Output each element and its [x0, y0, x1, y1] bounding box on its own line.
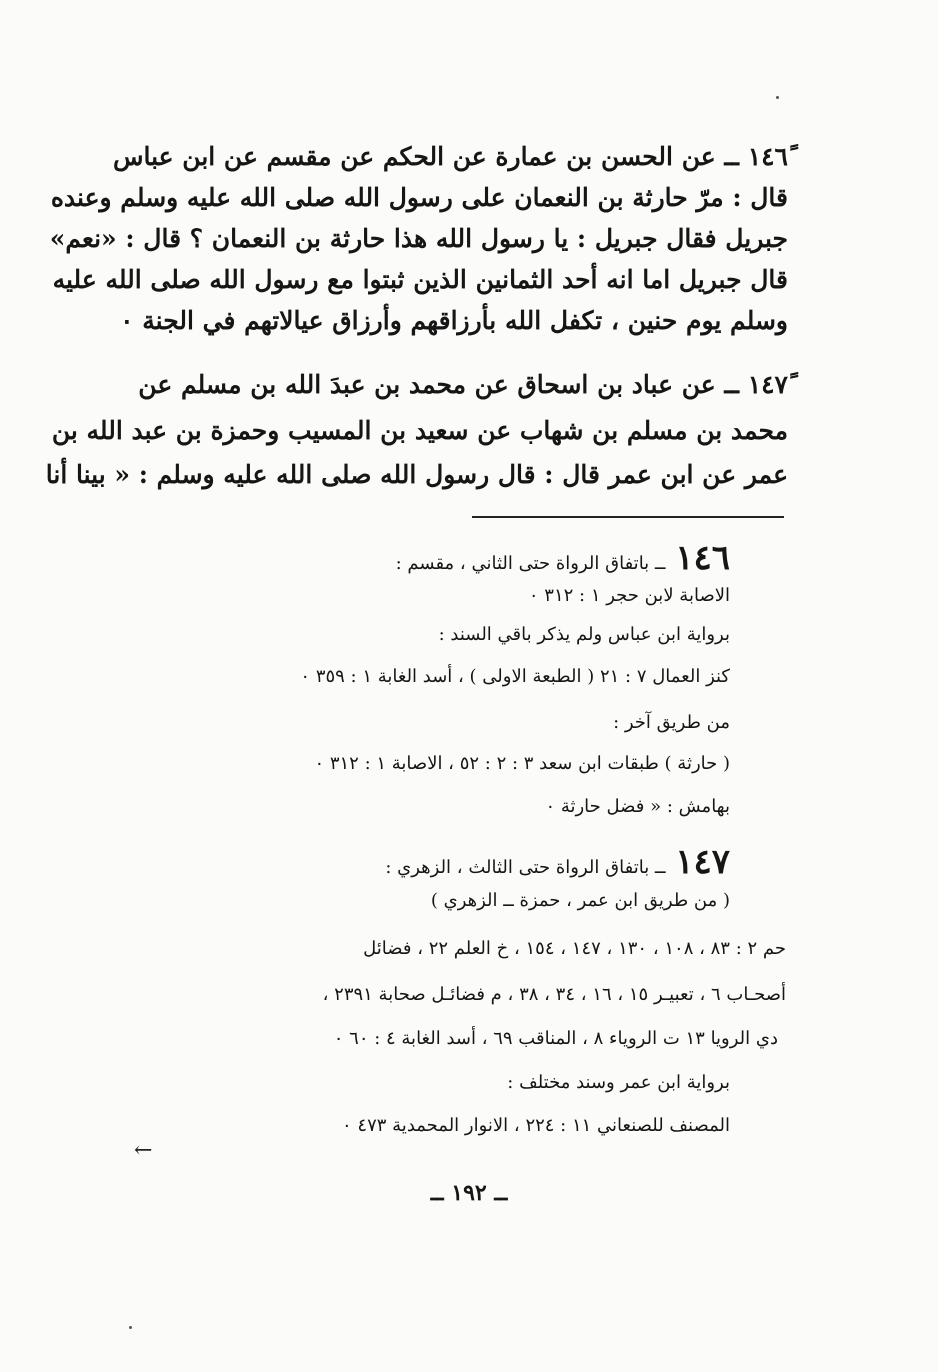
footnote-147-head	[385, 842, 730, 882]
paragraph-146-line-4: قال جبريل اما انه أحد الثمانين الذين ثبتوا مع رسول الله صلى الله عليه	[52, 265, 788, 294]
footnote-146-head-text: ــ باتفاق الرواة حتى الثاني ، مقسم :	[395, 553, 666, 574]
paragraph-147-line-2: محمد بن مسلم بن شهاب عن سعيد بن المسيب وحمزة بن عبد الله بن	[51, 416, 788, 445]
footnote-147-line-1: ( من طريق ابن عمر ، حمزة ــ الزهري )	[430, 890, 730, 911]
footnote-147-line-3: أصحـاب ٦ ، تعبيـر ١٥ ، ١٦ ، ٣٤ ، ٣٨ ، م فضائـل صحابة ٢٣٩١ ،	[322, 984, 786, 1005]
footnote-146-line-4: من طريق آخر :	[613, 712, 730, 733]
paragraph-146-line-3: جبريل فقال جبريل : يا رسول الله هذا حارثة بن النعمان ؟ قال : «نعم»	[49, 224, 788, 253]
paragraph-146-line-2: قال : مرّ حارثة بن النعمان على رسول الله صلى الله عليه وسلم وعنده	[50, 183, 788, 212]
footnote-146-line-6: بهامش : « فضل حارثة ٠	[545, 796, 730, 817]
footnote-147-line-6: المصنف للصنعاني ١١ : ٢٢٤ ، الانوار المحمدية ٤٧٣ ٠	[342, 1115, 730, 1136]
scan-speck	[776, 96, 779, 99]
footnote-147-number: ١٤٧	[675, 842, 730, 882]
footnote-146-line-3: كنز العمال ٧ : ٢١ ( الطبعة الاولى ) ، أسد الغابة ١ : ٣٥٩ ٠	[300, 666, 730, 687]
scan-speck	[129, 1326, 132, 1329]
paragraph-147-line-3: عمر عن ابن عمر قال : قال رسول الله صلى الله عليه وسلم : « بينا أنا	[45, 460, 788, 489]
continuation-arrow-icon: ←	[134, 1138, 153, 1163]
paragraph-146-line-5: وسلم يوم حنين ، تكفل الله بأرزاقهم وأرزاق عيالاتهم في الجنة ٠	[120, 306, 788, 335]
paragraph-146-line-1: ١٤٦ً ــ عن الحسن بن عمارة عن الحكم عن مقسم عن ابن عباس	[112, 142, 788, 171]
footnote-147-head-text: ــ باتفاق الرواة حتى الثالث ، الزهري :	[385, 857, 666, 878]
footnote-146-head	[396, 538, 730, 578]
footnote-146-line-5: ( حارثة ) طبقات ابن سعد ٣ : ٢ : ٥٢ ، الاصابة ١ : ٣١٢ ٠	[314, 753, 730, 774]
footnote-147-line-5: برواية ابن عمر وسند مختلف :	[507, 1072, 730, 1093]
footnote-divider	[472, 516, 784, 518]
paragraph-147-line-1: ١٤٧ً ــ عن عباد بن اسحاق عن محمد بن عبدَ الله بن مسلم عن	[138, 370, 788, 399]
page-number: ــ ١٩٢ ــ	[430, 1180, 508, 1206]
footnote-146-line-1: الاصابة لابن حجر ١ : ٣١٢ ٠	[528, 585, 730, 606]
footnote-146-number: ١٤٦	[675, 538, 730, 578]
footnote-147-line-2: حم ٢ : ٨٣ ، ١٠٨ ، ١٣٠ ، ١٤٧ ، ١٥٤ ، خ العلم ٢٢ ، فضائل	[363, 938, 786, 959]
footnote-146-line-2: برواية ابن عباس ولم يذكر باقي السند :	[438, 624, 730, 645]
footnote-147-line-4: دي الرويا ١٣ ت الروياء ٨ ، المناقب ٦٩ ، أسد الغابة ٤ : ٦٠ ٠	[333, 1028, 778, 1049]
